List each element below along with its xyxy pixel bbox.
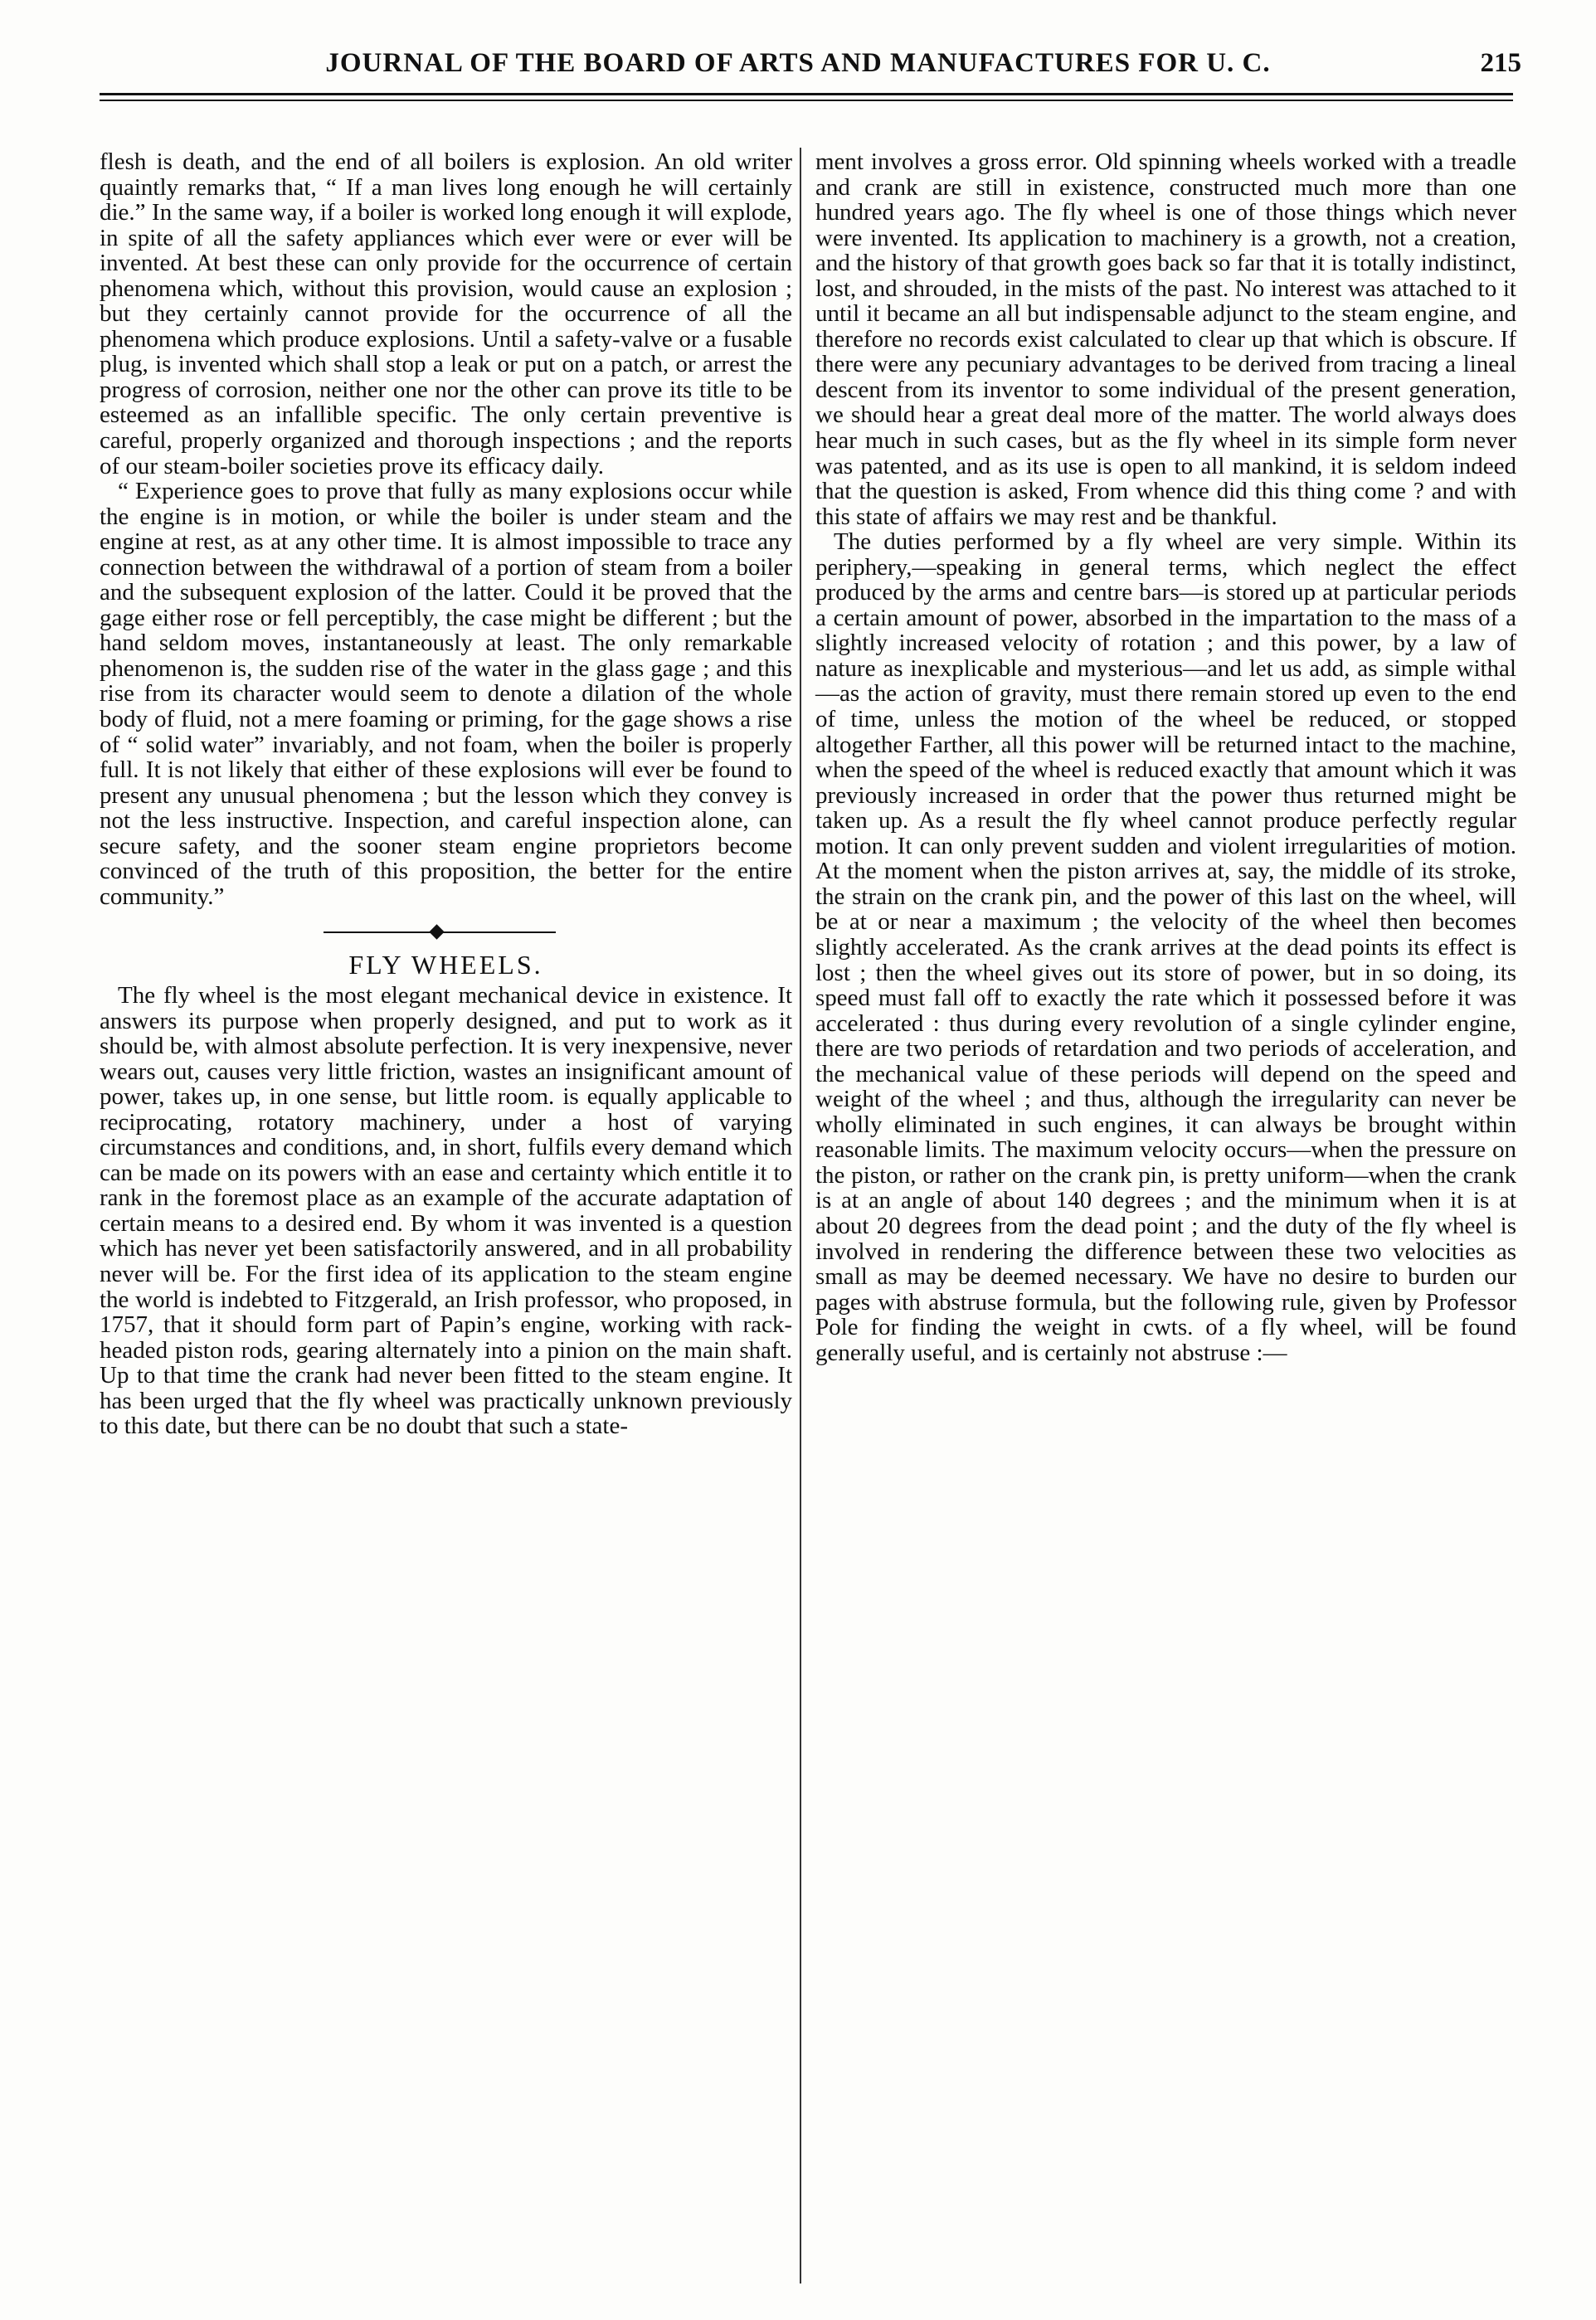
section-separator (100, 919, 792, 946)
page-number: 215 (1480, 48, 1521, 78)
paragraph-boiler-explosion: flesh is death, and the end of all boilers is explosion. An old writer quaintly remarks that, “ If a man lives long enough he will certainly die.” In the same way, if a boiler is worked long enough it will explode, in spite of all the safety appliances which ever were or ever will be invented. At best these can only provide for the occurrence of certain phenomena which, without this provision, would cause an explosion ; but they certainly cannot provide for the occurrence of all the phenomena which produce explosions. Until a safety-valve or a fusable plug, is invented which shall stop a leak or put on a patch, or arrest the progress of corrosion, neither one nor the other can prove its title to be esteemed as an infallible specific. The only certain preventive is careful, properly organized and thorough inspections ; and the reports of our steam-boiler societies prove its efficacy daily. (100, 148, 792, 479)
separator-ornament-icon (429, 925, 444, 940)
header-rule-thick (100, 93, 1513, 95)
column-divider (800, 148, 801, 2284)
paragraph-fly-wheel-intro: The fly wheel is the most elegant mechanical device in existence. It answers its purpose when properly designed, and put to work as it should be, with almost absolute perfection. It is very inexpensive, never wears out, causes very little friction, wastes an insignificant amount of power, takes up, in one sense, but little room. is equally applicable to reciprocating, rotatory machinery, under a host of varying circumstances and conditions, and, in short, fulfils every demand which can be made on its powers with an ease and certainty which entitle it to rank in the foremost place as an example of the accurate adaptation of certain means to a desired end. By whom it was invented is a question which has never yet been satisfactorily answered, and in all probability never will be. For the first idea of its application to the steam engine the world is indebted to Fitzgerald, an Irish professor, who proposed, in 1757, that it should form part of Papin’s engine, working with rack-headed piston rods, gearing alternately into a pinion on the main shaft. Up to that time the crank had never been fitted to the steam engine. It has been urged that the fly wheel was practically unknown previously to this date, but there can be no doubt that such a state- (100, 981, 792, 1440)
left-column (100, 149, 792, 1439)
running-header: JOURNAL OF THE BOARD OF ARTS AND MANUFACTURES FOR U. C. (325, 48, 1271, 78)
paragraph-fly-wheel-history: ment involves a gross error. Old spinning wheels worked with a treadle and crank are still in existence, constructed much more than one hundred years ago. The fly wheel is one of those things which never were invented. Its application to machinery is a growth, not a creation, and the history of that growth goes back so far that it is totally indistinct, lost, and shrouded, in the mists of the past. No interest was attached to it until it became an all but indispensable adjunct to the steam engine, and therefore no records exist calculated to clear up that which is obscure. If there were any pecuniary advantages to be derived from tracing a lineal descent from its inventor to some individual of the present generation, we should hear a great deal more of the matter. The world always does hear much in such cases, but as the fly wheel in its simple form never was patented, and as its use is open to all mankind, it is seldom indeed that the question is asked, From whence did this thing come ? and with this state of affairs we may rest and be thankful. (815, 148, 1516, 530)
right-column (815, 149, 1516, 1365)
paragraph-fly-wheel-duties: The duties performed by a fly wheel are very simple. Within its periphery,—speaking in general terms, which neglect the effect produced by the arms and centre bars—is stored up at particular periods a certain amount of power, absorbed in the impartation to the mass of a slightly increased velocity of rotation ; and this power, by a law of nature as inexplicable and mysterious—and let us add, as simple withal—as the action of gravity, must there remain stored up even to the end of time, unless the motion of the wheel be reduced, or stopped altogether Farther, all this power will be returned intact to the machine, when the speed of the wheel is reduced exactly that amount which it was previously increased in order that the power thus returned might be taken up. As a result the fly wheel cannot produce perfectly regular motion. It can only prevent sudden and violent irregularities of motion. At the moment when the piston arrives at, say, the middle of its stroke, the strain on the crank pin, and the power of this last on the wheel, will be at or near a maximum ; the velocity of the wheel then becomes slightly accelerated. As the crank arrives at the dead points its effect is lost ; then the wheel gives out its store of power, but in so doing, its speed must fall off to exactly the rate which it possessed before it was accelerated : thus during every revolution of a single cylinder engine, there are two periods of retardation and two periods of acceleration, and the mechanical value of these periods will depend on the speed and weight of the wheel ; and thus, although the irregularity can never be wholly eliminated in such engines, it can always be brought within reasonable limits. The maximum velocity occurs—when the pressure on the piston, or rather on the crank pin, is pretty uniform—when the crank is at an angle of about 140 degrees ; and the minimum when it is at about 20 degrees from the dead point ; and the duty of the fly wheel is involved in rendering the difference between these two velocities as small as may be deemed necessary. We have no desire to burden our pages with abstruse formula, but the following rule, given by Professor Pole for finding the weight in cwts. of a fly wheel, will be found generally useful, and is certainly not abstruse :— (815, 528, 1516, 1366)
paragraph-experience-quote: “ Experience goes to prove that fully as many explosions occur while the engine is in motion, or while the boiler is under steam and the engine at rest, as at any other time. It is almost impossible to trace any connection between the withdrawal of a portion of steam from a boiler and the subsequent explosion of the latter. Could it be proved that the gage either rose or fell perceptibly, the case might be different ; but the hand seldom moves, instantaneously at least. The only remarkable phenomenon is, the sudden rise of the water in the glass gage ; and this rise from its character would seem to denote a dilation of the whole body of fluid, not a mere foaming or priming, for the gage shows a rise of “ solid water” invariably, and not foam, when the boiler is properly full. It is not likely that either of these explosions will ever be found to present any unusual phenomena ; but the lesson which they convey is not the less instructive. Inspection, and careful inspection alone, can secure safety, and the sooner steam engine proprietors become convinced of the truth of this proposition, the better for the entire community.” (100, 478, 792, 910)
header-rule-thin (100, 100, 1513, 101)
section-title: FLY WHEELS. (348, 950, 543, 980)
